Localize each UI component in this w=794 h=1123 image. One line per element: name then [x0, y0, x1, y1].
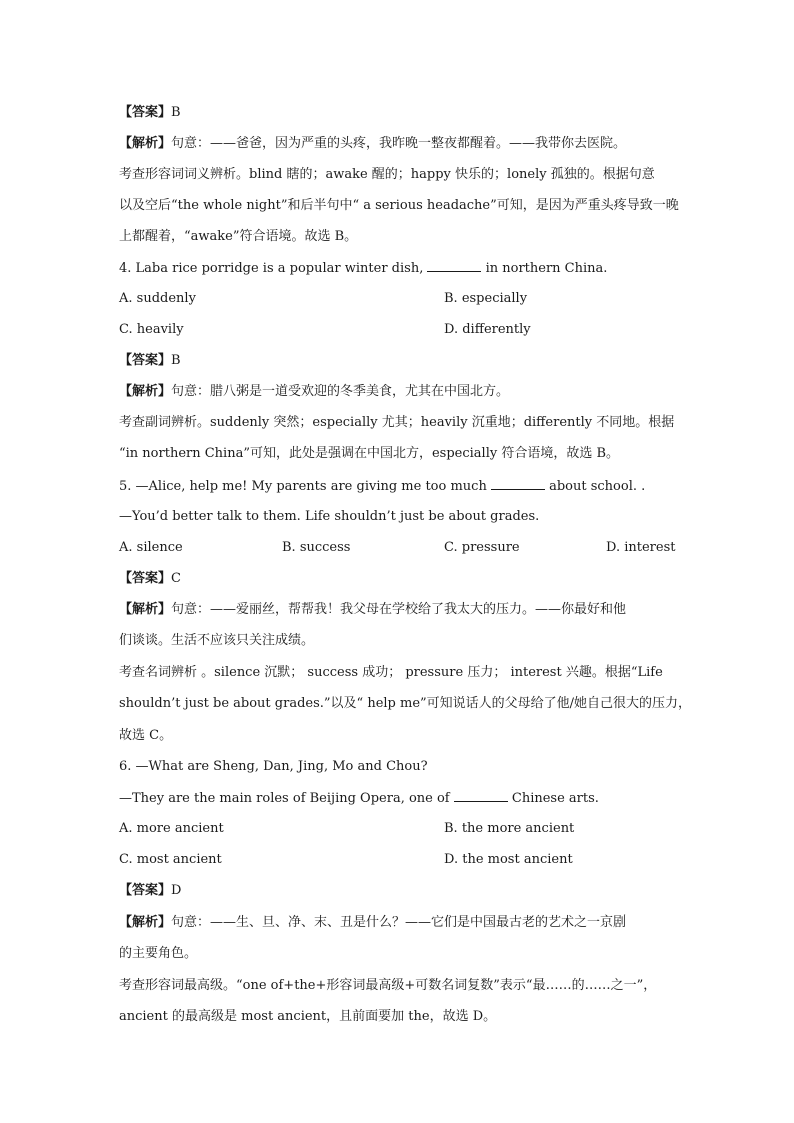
q4-analysis-line-1: 【解析】句意：腊八粥是一道受欢迎的冬季美食，尤其在中国北方。 [119, 384, 510, 399]
analysis-label: 【解析】 [119, 602, 172, 617]
analysis-label: 【解析】 [119, 384, 172, 399]
q5-option-c: C. pressure [444, 540, 520, 555]
answer-blank [491, 477, 545, 490]
answer-label: 【答案】 [119, 353, 172, 368]
q6-option-a: A. more ancient [119, 821, 224, 836]
q4-stem: 4. Laba rice porridge is a popular winter dish, in northern China. [119, 261, 608, 276]
answer-label: 【答案】 [119, 105, 172, 120]
q5-analysis-line-2: 们谈谈。生活不应该只关注成绩。 [119, 633, 315, 648]
q6-answer [119, 882, 181, 900]
answer-value: D [171, 883, 182, 898]
q6-analysis-line-2: 的主要角色。 [119, 946, 198, 961]
q5-analysis-line-5: 故选 C。 [119, 728, 173, 743]
q4-analysis-line-3: “in northern China”可知，此处是强调在中国北方，especially 符合语境，故选 B。 [119, 446, 620, 461]
q4-option-c: C. heavily [119, 322, 184, 337]
q6-option-b: B. the more ancient [444, 821, 575, 836]
q5-answer [119, 570, 181, 588]
q5-analysis-line-4: shouldn’t just be about grades.”以及“ help me”可知说话人的父母给了他/她自己很大的压力， [119, 696, 692, 711]
answer-blank [427, 259, 481, 272]
q4-option-b: B. especially [444, 291, 528, 306]
q5-analysis-line-1: 【解析】句意：——爱丽丝，帮帮我！我父母在学校给了我太大的压力。——你最好和他 [119, 602, 627, 617]
answer-value: C [171, 571, 181, 586]
q6-analysis-line-4: ancient 的最高级是 most ancient，且前面要加 the，故选 D。 [119, 1009, 497, 1024]
q5-stem-line-2: —You’d better talk to them. Life shouldn’t just be about grades. [119, 509, 540, 524]
q6-stem-line-1: 6. —What are Sheng, Dan, Jing, Mo and Chou? [119, 759, 428, 774]
q6-analysis-line-1: 【解析】句意：——生、旦、净、末、丑是什么？——它们是中国最古老的艺术之一京剧 [119, 915, 627, 930]
q6-option-c: C. most ancient [119, 852, 222, 867]
q3-analysis-line-2: 考查形容词词义辨析。blind 瞎的；awake 醒的；happy 快乐的；lonely 孤独的。根据句意 [119, 167, 655, 182]
q3-analysis-line-3: 以及空后“the whole night”和后半句中“ a serious headache”可知，是因为严重头疼导致一晚 [119, 198, 679, 213]
analysis-label: 【解析】 [119, 136, 172, 151]
q5-option-b: B. success [282, 540, 351, 555]
q5-option-a: A. silence [119, 540, 183, 555]
answer-label: 【答案】 [119, 883, 172, 898]
q4-answer [119, 352, 181, 370]
q6-analysis-line-3: 考查形容词最高级。“one of+the+形容词最高级+可数名词复数”表示“最……的……之一”， [119, 978, 657, 993]
q4-option-a: A. suddenly [119, 291, 196, 306]
q5-analysis-line-3: 考查名词辨析 。silence 沉默； success 成功； pressure 压力； interest 兴趣。根据“Life [119, 665, 663, 680]
q3-answer [119, 104, 181, 122]
answer-value: B [171, 105, 181, 120]
analysis-label: 【解析】 [119, 915, 172, 930]
answer-label: 【答案】 [119, 571, 172, 586]
q3-analysis-line-1: 【解析】句意：——爸爸，因为严重的头疼，我昨晚一整夜都醒着。——我带你去医院。 [119, 136, 627, 151]
answer-blank [454, 789, 508, 802]
q3-analysis-line-4: 上都醒着，“awake”符合语境。故选 B。 [119, 229, 358, 244]
q4-option-d: D. differently [444, 322, 531, 337]
q4-analysis-line-2: 考查副词辨析。suddenly 突然；especially 尤其；heavily 沉重地；differently 不同地。根据 [119, 415, 675, 430]
q6-option-d: D. the most ancient [444, 852, 573, 867]
q6-stem-line-2: —They are the main roles of Beijing Opera, one of Chinese arts. [119, 791, 599, 806]
q5-stem: 5. —Alice, help me! My parents are giving me too much about school. . [119, 479, 646, 494]
answer-value: B [171, 353, 181, 368]
q5-option-d: D. interest [606, 540, 676, 555]
